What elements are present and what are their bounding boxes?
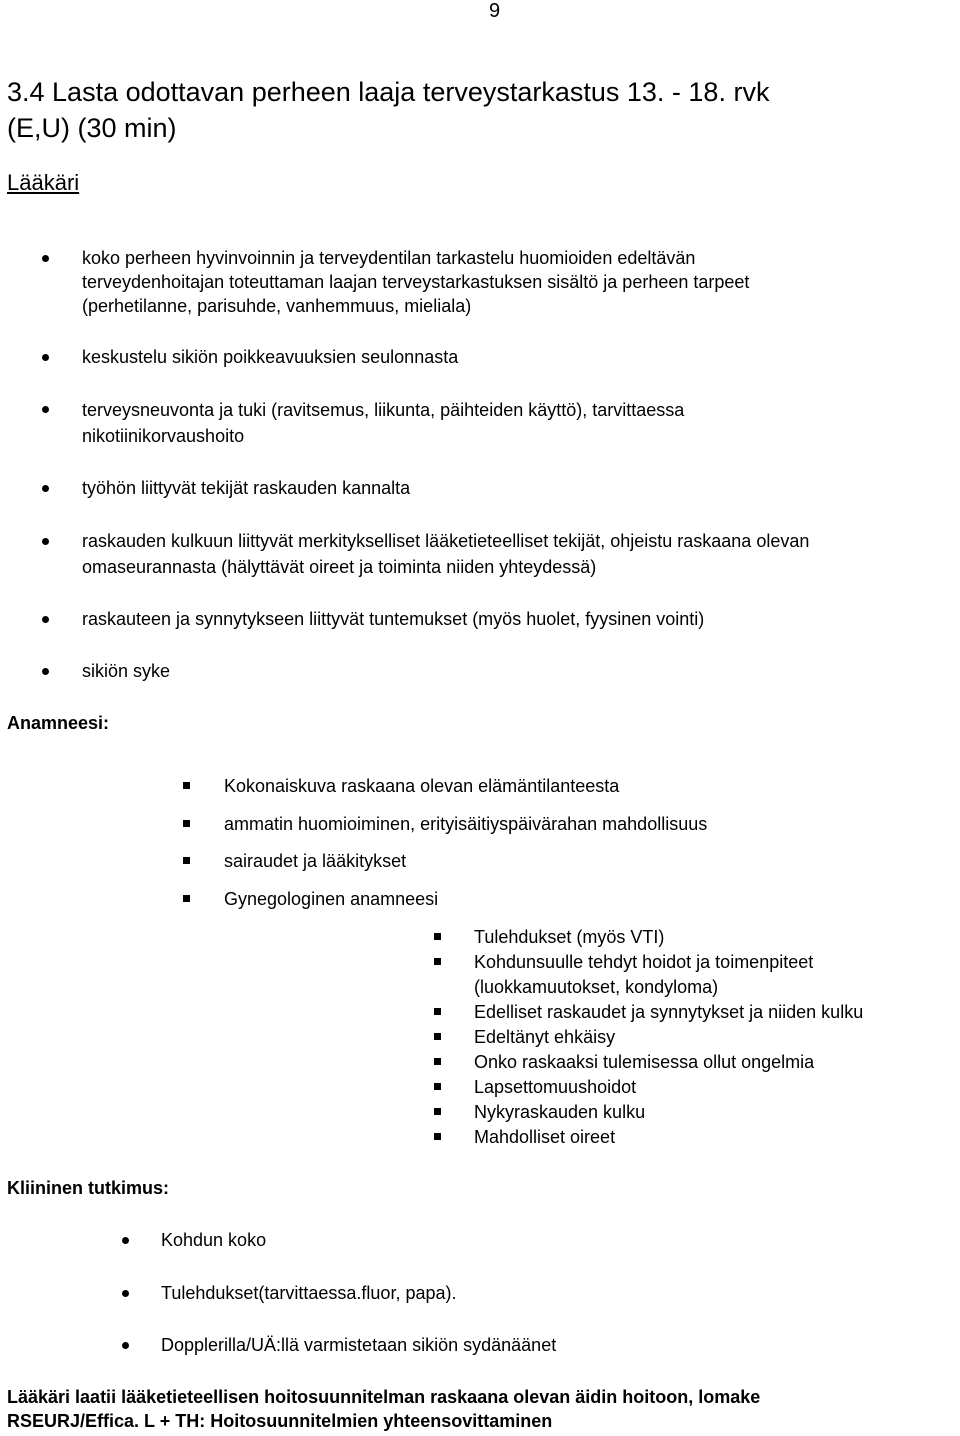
page-number: 9 [489, 0, 501, 22]
list-item-line: sikiön syke [82, 661, 171, 681]
list-item-line: (perhetilanne, parisuhde, vanhemmuus, mieliala) [82, 296, 472, 316]
list-item-line: työhön liittyvät tekijät raskauden kannalta [82, 478, 411, 498]
list-item-line: (luokkamuutokset, kondyloma) [474, 977, 719, 997]
list-item-line: koko perheen hyvinvoinnin ja terveydentilan tarkastelu huomioiden edeltävän [82, 248, 696, 268]
list-item-line: Edeltänyt ehkäisy [474, 1027, 616, 1047]
square-bullet-icon [183, 895, 190, 902]
kliininen-tutkimus-label: Kliininen tutkimus: [7, 1178, 169, 1198]
final-note-line-1: Lääkäri laatii lääketieteellisen hoitosuunnitelman raskaana olevan äidin hoitoon, lomake [7, 1387, 761, 1407]
list-item-text: Kokonaiskuva raskaana olevan elämäntilanteesta [224, 776, 620, 796]
list-item-line: keskustelu sikiön poikkeavuuksien seulonnasta [82, 347, 459, 367]
list-item-line: terveydenhoitajan toteuttaman laajan terveystarkastuksen sisältö ja perheen tarpeet [82, 272, 750, 292]
list-item-text: Kohdun koko [161, 1230, 267, 1250]
bullet-icon [42, 485, 49, 492]
square-bullet-icon [434, 1133, 441, 1140]
bullet-icon [42, 354, 49, 361]
list-item-line: nikotiinikorvaushoito [82, 426, 245, 446]
square-bullet-icon [434, 933, 441, 940]
bullet-icon [42, 668, 49, 675]
list-item-line: Lapsettomuushoidot [474, 1077, 637, 1097]
final-note-line-2: RSEURJ/Effica. L + TH: Hoitosuunnitelmien yhteensovittaminen [7, 1411, 553, 1431]
list-item-line: Tulehdukset (myös VTI) [474, 927, 665, 947]
list-item-text: Gynegologinen anamneesi [224, 889, 439, 909]
bullet-icon [122, 1237, 129, 1244]
bullet-icon [42, 406, 49, 413]
list-item-line: Edelliset raskaudet ja synnytykset ja niiden kulku [474, 1002, 864, 1022]
list-item-line: Kohdunsuulle tehdyt hoidot ja toimenpiteet [474, 952, 814, 972]
square-bullet-icon [183, 857, 190, 864]
square-bullet-icon [183, 782, 190, 789]
list-item-text: Tulehdukset(tarvittaessa.fluor, papa). [161, 1283, 457, 1303]
square-bullet-icon [434, 1033, 441, 1040]
list-item-text: ammatin huomioiminen, erityisäitiyspäivärahan mahdollisuus [224, 814, 708, 834]
list-item-line: terveysneuvonta ja tuki (ravitsemus, liikunta, päihteiden käyttö), tarvittaessa [82, 400, 685, 420]
square-bullet-icon [434, 1108, 441, 1115]
list-item-line: raskauden kulkuun liittyvät merkitykselliset lääketieteelliset tekijät, ohjeistu raskaana olevan [82, 531, 810, 551]
list-item-line: omaseurannasta (hälyttävät oireet ja toiminta niiden yhteydessä) [82, 557, 597, 577]
square-bullet-icon [434, 1083, 441, 1090]
bullet-icon [42, 255, 49, 262]
list-item-text: sairaudet ja lääkitykset [224, 851, 407, 871]
section-heading-line-1: 3.4 Lasta odottavan perheen laaja terveystarkastus 13. - 18. rvk [7, 77, 770, 107]
bullet-icon [42, 538, 49, 545]
square-bullet-icon [434, 1008, 441, 1015]
anamneesi-label: Anamneesi: [7, 713, 110, 733]
bullet-icon [122, 1290, 129, 1297]
bullet-icon [122, 1342, 129, 1349]
list-item-line: Onko raskaaksi tulemisessa ollut ongelmia [474, 1052, 815, 1072]
bullet-icon [42, 616, 49, 623]
list-item-text: Dopplerilla/UÄ:llä varmistetaan sikiön sydänäänet [161, 1335, 557, 1355]
section-heading-line-2: (E,U) (30 min) [7, 113, 177, 143]
list-item-line: Mahdolliset oireet [474, 1127, 616, 1147]
list-item-line: Nykyraskauden kulku [474, 1102, 646, 1122]
square-bullet-icon [434, 1058, 441, 1065]
list-item-line: raskauteen ja synnytykseen liittyvät tuntemukset (myös huolet, fyysinen vointi) [82, 609, 705, 629]
square-bullet-icon [183, 820, 190, 827]
subheading-laakari: Lääkäri [7, 170, 80, 195]
square-bullet-icon [434, 958, 441, 965]
